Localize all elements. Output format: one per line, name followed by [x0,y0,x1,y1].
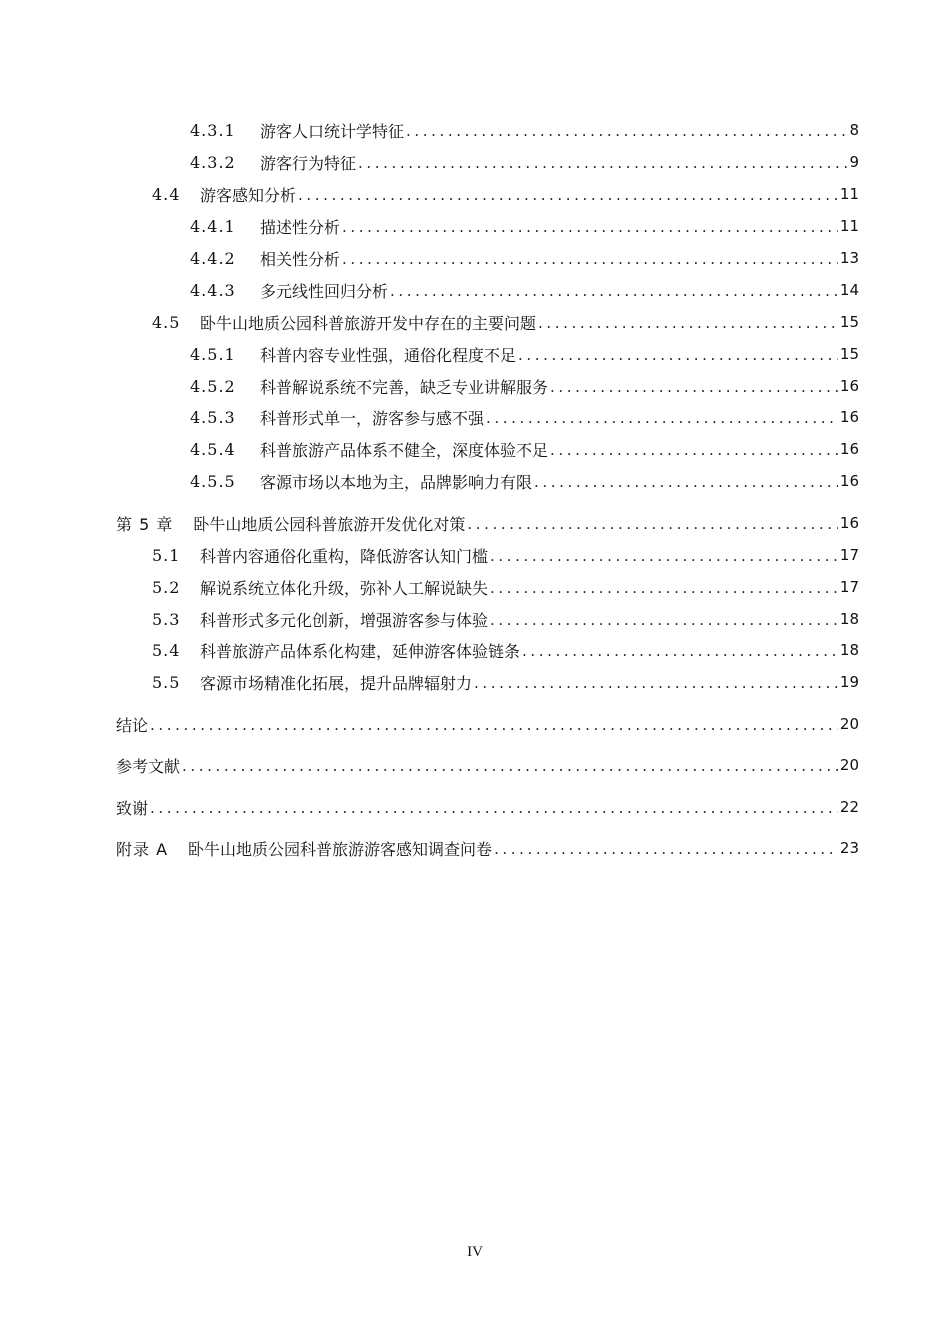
toc-dot-leader [182,757,838,775]
toc-entry-number: 4.5 [152,312,181,332]
toc-entry-number: 4.4 [152,184,181,204]
toc-entry[interactable] [152,606,859,632]
toc-entry-page: 20 [839,756,859,774]
toc-dot-leader [490,547,838,565]
toc-entry-page: 13 [839,249,859,267]
toc-entry-number: 4.5.1 [190,344,236,364]
toc-dot-leader [550,441,838,459]
toc-entry-title: 描述性分析 [260,217,341,237]
toc-entry-page: 15 [839,313,859,331]
toc-dot-leader [490,579,838,597]
toc-entry[interactable] [190,436,859,462]
toc-entry-title: 多元线性回归分析 [260,281,389,301]
toc-entry-number: 5.2 [152,577,181,597]
toc-dot-leader [486,409,838,427]
toc-dot-leader [522,642,838,660]
toc-entry[interactable] [152,181,859,207]
toc-entry[interactable] [152,637,859,663]
toc-entry-title: 客源市场精准化拓展，提升品牌辐射力 [200,673,473,693]
toc-entry-title: 科普形式单一，游客参与感不强 [260,408,485,428]
toc-entry-title: 卧牛山地质公园科普旅游游客感知调查问卷 [188,839,493,859]
toc-entry-title: 致谢 [116,798,149,818]
toc-entry-page: 15 [839,345,859,363]
toc-dot-leader [538,314,838,332]
toc-entry-title: 参考文献 [116,756,181,776]
toc-entry-title: 结论 [116,715,149,735]
toc-entry-title: 解说系统立体化升级，弥补人工解说缺失 [200,578,489,598]
toc-dot-leader [534,473,838,491]
toc-entry-page: 23 [839,839,859,857]
toc-entry-title: 科普内容通俗化重构，降低游客认知门槛 [200,546,489,566]
toc-entry-number: 5.4 [152,640,181,660]
toc-entry-page: 16 [839,377,859,395]
toc-entry[interactable] [190,277,859,303]
toc-dot-leader [150,716,838,734]
toc-entry-number: 4.5.5 [190,471,236,491]
toc-dot-leader [390,282,838,300]
toc-entry-page: 16 [839,472,859,490]
toc-entry-page: 18 [839,610,859,628]
toc-entry-title: 卧牛山地质公园科普旅游开发优化对策 [193,514,466,534]
toc-entry-page: 20 [839,715,859,733]
toc-dot-leader [358,154,847,172]
toc-entry-title: 游客行为特征 [260,153,357,173]
toc-dot-leader [342,218,838,236]
toc-entry[interactable] [190,117,859,143]
toc-entry-page: 11 [839,217,859,235]
toc-chapter-entry[interactable] [116,711,859,737]
toc-dot-leader [406,122,847,140]
toc-entry-page: 8 [849,121,859,139]
toc-entry[interactable] [152,309,859,335]
toc-entry-number: 5.1 [152,545,181,565]
toc-entry[interactable] [190,468,859,494]
toc-dot-leader [474,674,838,692]
toc-entry-page: 11 [839,185,859,203]
toc-entry-number: 4.3.1 [190,120,236,140]
toc-entry[interactable] [152,669,859,695]
toc-entry-number: 4.3.2 [190,152,236,172]
toc-entry-title: 相关性分析 [260,249,341,269]
toc-entry[interactable] [152,574,859,600]
toc-dot-leader [518,346,838,364]
toc-entry-title: 游客人口统计学特征 [260,121,405,141]
toc-entry-title: 科普形式多元化创新，增强游客参与体验 [200,610,489,630]
toc-entry-page: 17 [839,546,859,564]
toc-entry[interactable] [152,542,859,568]
toc-entry-number: 附录 A [116,839,169,859]
toc-entry[interactable] [190,341,859,367]
toc-entry-number: 5.5 [152,672,181,692]
toc-entry-title: 客源市场以本地为主，品牌影响力有限 [260,472,533,492]
toc-entry-title: 科普解说系统不完善，缺乏专业讲解服务 [260,377,549,397]
page-number: IV [467,1244,483,1260]
toc-entry-page: 16 [839,514,859,532]
toc-entry-number: 4.4.3 [190,280,236,300]
toc-entry-page: 19 [839,673,859,691]
toc-entry-number: 4.5.2 [190,376,236,396]
toc-entry-title: 卧牛山地质公园科普旅游开发中存在的主要问题 [200,313,537,333]
toc-entry-page: 9 [849,153,859,171]
toc-entry-page: 17 [839,578,859,596]
toc-dot-leader [550,378,838,396]
toc-entry-number: 4.4.2 [190,248,236,268]
toc-entry-number: 4.5.4 [190,439,236,459]
toc-entry-page: 16 [839,440,859,458]
toc-dot-leader [298,186,838,204]
toc-dot-leader [490,611,838,629]
toc-entry-number: 4.4.1 [190,216,236,236]
toc-entry[interactable] [190,245,859,271]
toc-dot-leader [467,515,838,533]
toc-entry[interactable] [190,149,859,175]
toc-entry-title: 游客感知分析 [200,185,297,205]
toc-dot-leader [342,250,838,268]
toc-entry-number: 5.3 [152,609,181,629]
toc-entry-title: 科普内容专业性强，通俗化程度不足 [260,345,517,365]
toc-entry[interactable] [190,404,859,430]
toc-entry-number: 第 5 章 [116,514,174,534]
toc-chapter-entry[interactable] [116,835,859,861]
toc-entry-page: 16 [839,408,859,426]
toc-chapter-entry[interactable] [116,752,859,778]
toc-dot-leader [150,799,838,817]
toc-chapter-entry[interactable] [116,794,859,820]
toc-entry-page: 18 [839,641,859,659]
toc-entry-number: 4.5.3 [190,407,236,427]
toc-entry[interactable] [190,213,859,239]
toc-dot-leader [494,840,838,858]
toc-entry-page: 22 [839,798,859,816]
toc-entry-page: 14 [839,281,859,299]
toc-entry[interactable] [190,373,859,399]
toc-entry-title: 科普旅游产品体系化构建，延伸游客体验链条 [200,641,521,661]
toc-chapter-entry[interactable] [116,510,859,536]
toc-entry-title: 科普旅游产品体系不健全，深度体验不足 [260,440,549,460]
